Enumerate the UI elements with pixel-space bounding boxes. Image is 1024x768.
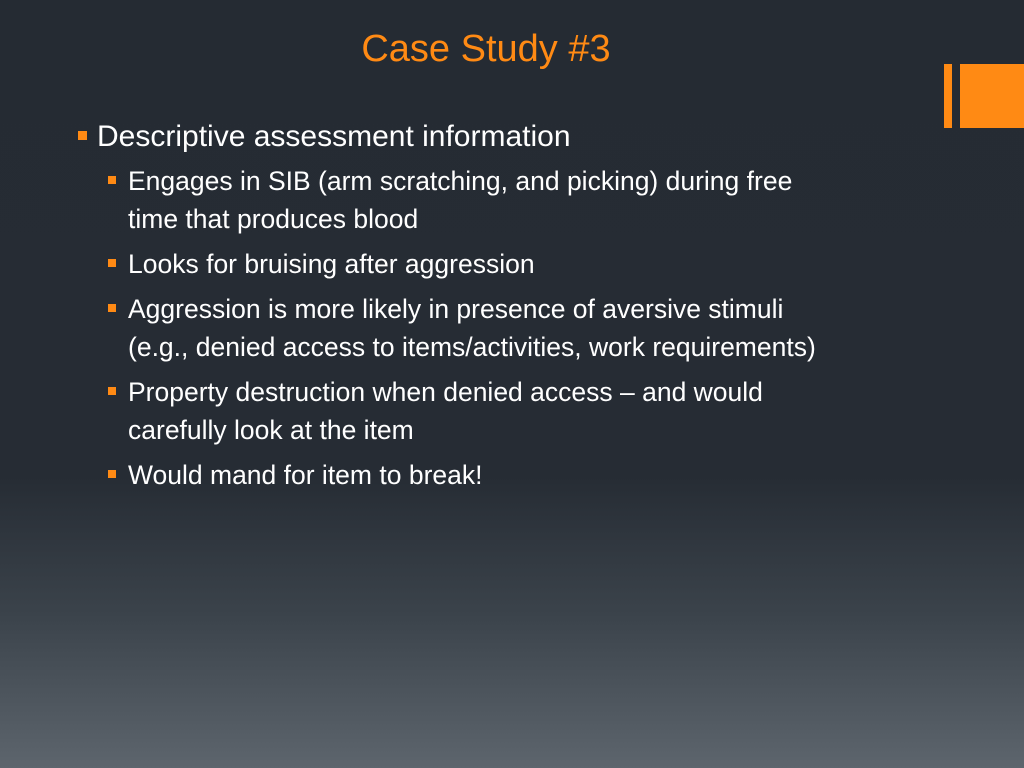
- sub-bullet-text: Engages in SIB (arm scratching, and picking) during free: [128, 166, 793, 196]
- sub-bullet-item: [126, 456, 956, 494]
- square-bullet-icon: [108, 387, 116, 395]
- sub-bullet-text: Looks for bruising after aggression: [128, 249, 535, 279]
- main-bullet-text: Descriptive assessment information: [97, 120, 571, 153]
- square-bullet-icon: [108, 259, 116, 267]
- slide-title: Case Study #3: [361, 28, 611, 70]
- sub-bullet-item: [126, 162, 956, 238]
- square-bullet-icon: [78, 131, 87, 140]
- sub-bullet-item: [126, 373, 956, 449]
- sub-bullet-text: Would mand for item to break!: [128, 460, 483, 490]
- square-bullet-icon: [108, 176, 116, 184]
- square-bullet-icon: [108, 470, 116, 478]
- sub-bullet-text: Property destruction when denied access – and would: [128, 377, 763, 407]
- sub-bullet-text: time that produces blood: [128, 204, 419, 234]
- sub-bullet-item: [126, 290, 956, 366]
- main-bullet-item: [76, 118, 956, 156]
- bullet-list: [76, 118, 956, 501]
- sub-bullet-text: carefully look at the item: [128, 415, 414, 445]
- sub-bullet-item: [126, 245, 956, 283]
- accent-bar-thick: [960, 64, 1024, 128]
- sub-bullet-text: (e.g., denied access to items/activities, work requirements): [128, 332, 816, 362]
- sub-bullet-list: [76, 162, 956, 494]
- square-bullet-icon: [108, 304, 116, 312]
- sub-bullet-text: Aggression is more likely in presence of aversive stimuli: [128, 294, 784, 324]
